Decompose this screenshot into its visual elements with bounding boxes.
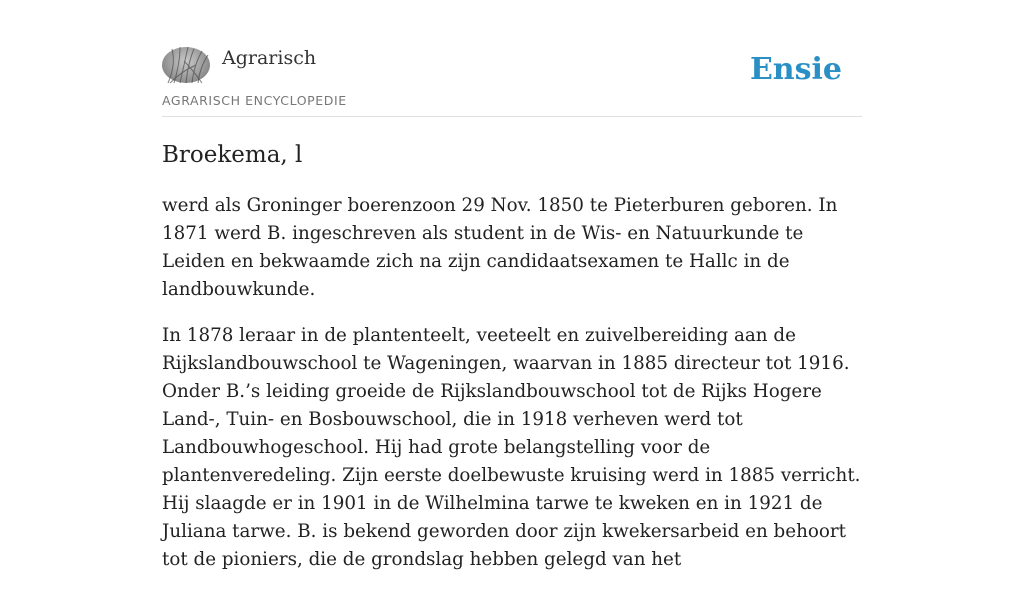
wheat-logo-icon[interactable] — [162, 47, 210, 83]
article-paragraph: In 1878 leraar in de plantenteelt, veeteelt en zuivelbereiding aan de Rijkslandbouwschool te Wageningen, waarvan in 1885 directeur tot 1916. Onder B.’s leiding groeide de Rijkslandbouwschool tot de Rijks Hogere Land-, Tuin- en Bosbouwschool, die in 1918 verheven werd tot Landbouwhogeschool. Hij had grote belangstelling voor de plantenveredeling. Zijn eerste doelbewuste kruising werd in 1885 verricht. Hij slaagde er in 1901 in de Wilhelmina tarwe te kweken en in 1921 de Juliana tarwe. B. is bekend geworden door zijn kwekersarbeid en behoort tot de pioniers, die de grondslag hebben gelegd van het — [162, 325, 861, 570]
ensie-brand-logo[interactable]: Ensie — [749, 52, 842, 87]
article-paragraph: werd als Groninger boerenzoon 29 Nov. 1850 te Pieterburen geboren. In 1871 werd B. ingeschreven als student in de Wis- en Natuurkunde te Leiden en bekwaamde zich na zijn candidaatsexamen te Hallc in de landbouwkunde. — [162, 195, 838, 300]
article-body — [162, 192, 862, 592]
site-name[interactable]: Agrarisch — [222, 47, 317, 69]
page-title: Broekema, l — [162, 142, 303, 168]
site-header — [162, 0, 862, 117]
page — [162, 0, 862, 570]
site-subtitle: AGRARISCH ENCYCLOPEDIE — [162, 93, 347, 108]
